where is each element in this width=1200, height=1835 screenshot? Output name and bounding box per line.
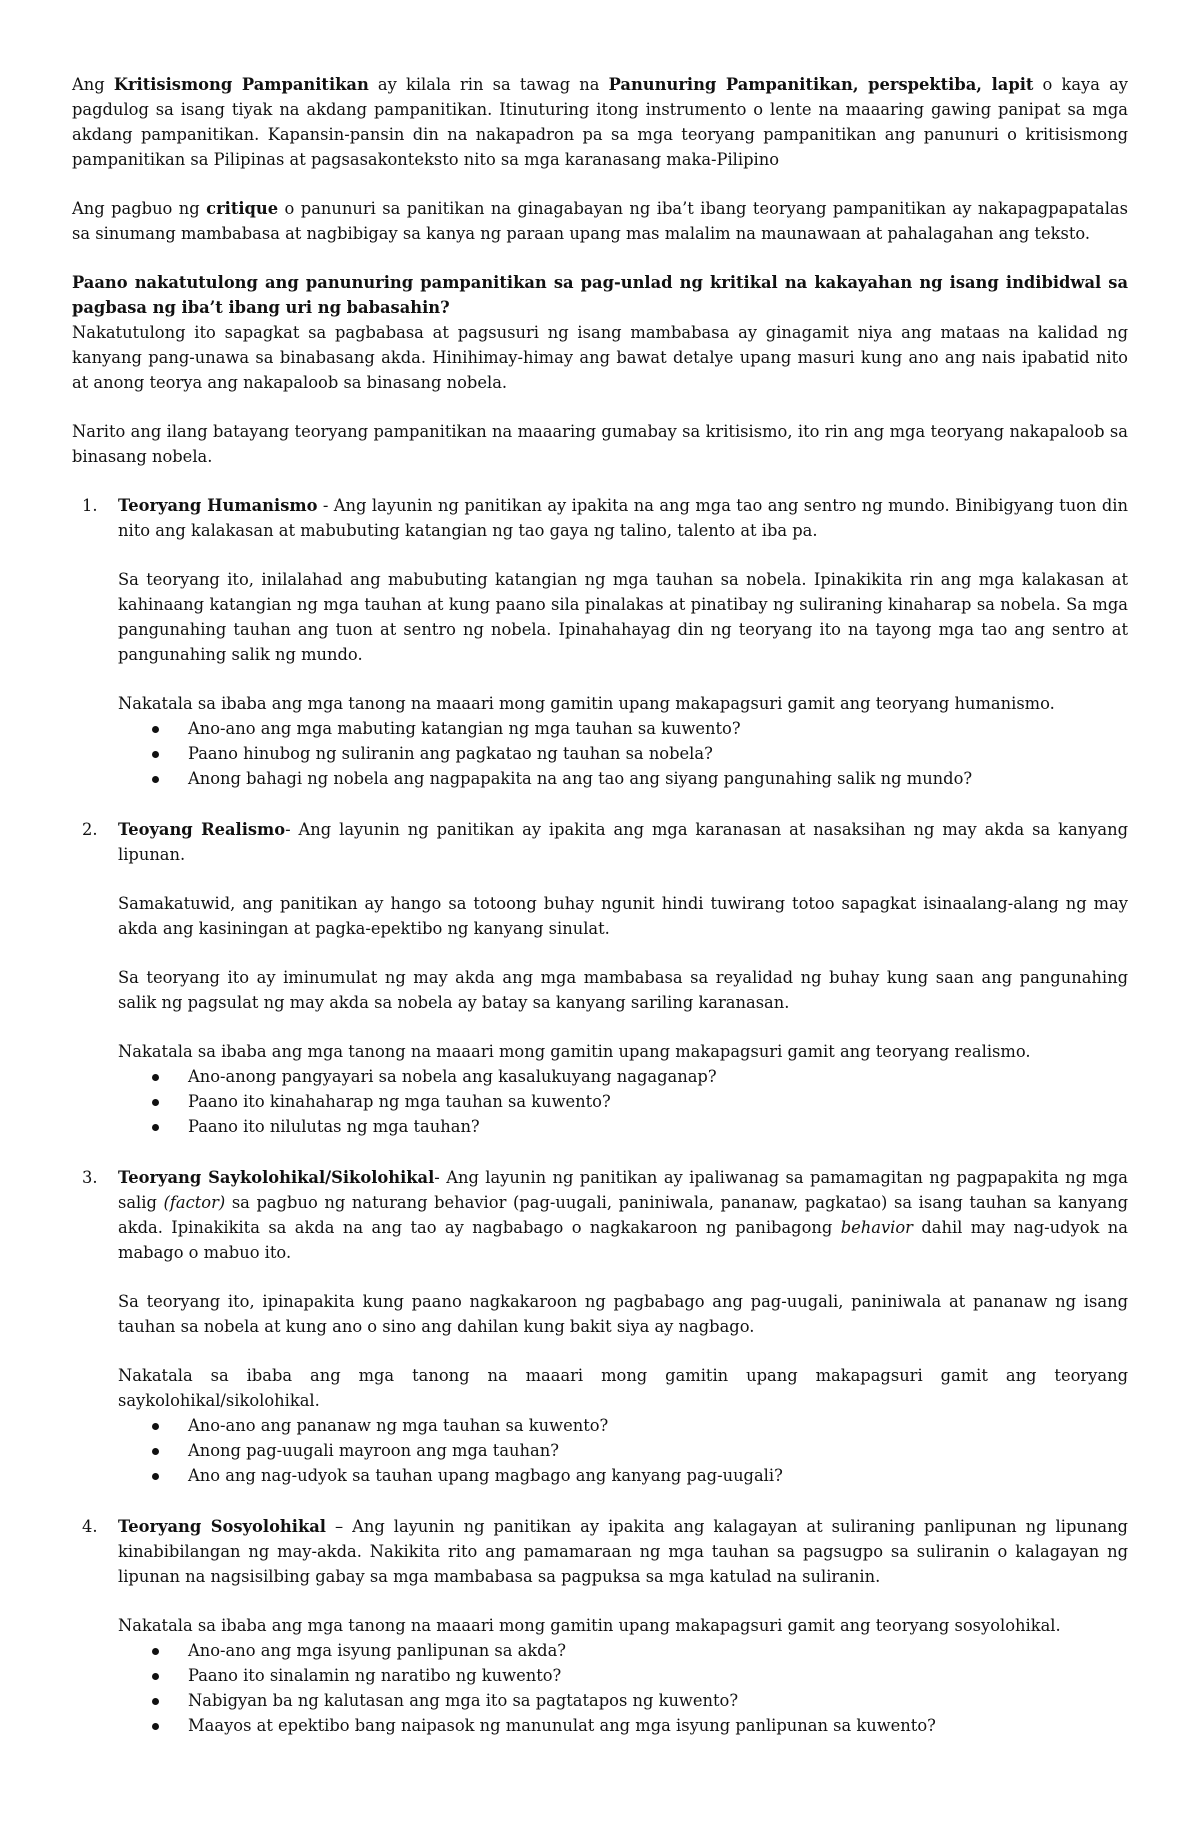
question-item: Nabigyan ba ng kalutasan ang mga ito sa pagtatapos ng kuwento? [142, 1688, 1128, 1713]
theory-list [72, 493, 1128, 1738]
question-item: Paano hinubog ng suliranin ang pagkatao ng tauhan sa nobela? [142, 741, 1128, 766]
theory-definition: Teoryang Saykolohikal/Sikolohikal- Ang layunin ng panitikan ay ipaliwanag sa pamamagitan ng pagpapakita ng mga salig (factor) sa pagbuo ng naturang behavior (pag-uugali, paniniwala, pananaw, pagkatao) sa isang tauhan sa kanyang akda. Ipinakikita sa akda na ang tao ay nagbabago o nagkakaroon ng panibagong behavior dahil may nag-udyok na mabago o mabuo ito. [118, 1168, 1129, 1262]
question-list [118, 1413, 1128, 1488]
intro-paragraph-2: Ang pagbuo ng critique o panunuri sa panitikan na ginagabayan ng iba’t ibang teoryang pampanitikan ay nakapagpapatalas sa sinumang mambabasa at nagbibigay sa kanya ng paraan upang mas malalim na maunawaan at pahalagahan ang teksto. [72, 199, 1128, 243]
theory-title: Teoryang Sosyolohikal [118, 1517, 326, 1536]
theory-title: Teoyang Realismo [118, 820, 286, 839]
theory-definition: Teoyang Realismo- Ang layunin ng panitikan ay ipakita ang mga karanasan at nasaksihan ng may akda sa kanyang lipunan. [118, 820, 1128, 864]
theory-item-saykolohikal [72, 1165, 1128, 1488]
questions-intro: Nakatala sa ibaba ang mga tanong na maaari mong gamitin upang makapagsuri gamit ang teoryang humanismo. [118, 694, 1055, 713]
question-item: Ano-ano ang mga mabuting katangian ng mga tauhan sa kuwento? [142, 716, 1128, 741]
theory-definition: Teoryang Humanismo - Ang layunin ng panitikan ay ipakita na ang mga tao ang sentro ng mundo. Binibigyang tuon din nito ang kalakasan at mabubuting katangian ng tao gaya ng talino, talento at iba pa. [118, 496, 1128, 540]
theory-item-realismo [72, 817, 1128, 1139]
theory-number: 4. [82, 1517, 98, 1536]
question-item: Ano ang nag-udyok sa tauhan upang magbago ang kanyang pag-uugali? [142, 1463, 1128, 1488]
question-list [118, 716, 1128, 791]
question-item: Ano-ano ang pananaw ng mga tauhan sa kuwento? [142, 1413, 1128, 1438]
term-panunuring-pampanitikan: Panunuring Pampanitikan, perspektiba, lapit [608, 75, 1034, 94]
theory-title: Teoryang Humanismo [118, 496, 318, 515]
theories-lead: Narito ang ilang batayang teoryang pampanitikan na maaaring gumabay sa kritisismo, ito rin ang mga teoryang nakapaloob sa binasang nobela. [72, 422, 1128, 466]
theory-paragraph: Samakatuwid, ang panitikan ay hango sa totoong buhay ngunit hindi tuwirang totoo sapagkat isinaalang-alang ng may akda ang kasiningan at pagka-epektibo ng kanyang sinulat. [118, 894, 1128, 938]
question-item: Paano ito nilulutas ng mga tauhan? [142, 1114, 1128, 1139]
theory-number: 3. [82, 1168, 98, 1187]
theory-paragraph: Sa teoryang ito ay iminumulat ng may akda ang mga mambabasa sa reyalidad ng buhay kung saan ang pangunahing salik ng pagsulat ng may akda sa nobela ay batay sa kanyang sariling karanasan. [118, 968, 1128, 1012]
question-item: Anong bahagi ng nobela ang nagpapakita na ang tao ang siyang pangunahing salik ng mundo? [142, 766, 1128, 791]
question-item: Maayos at epektibo bang naipasok ng manunulat ang mga isyung panlipunan sa kuwento? [142, 1713, 1128, 1738]
question-item: Ano-ano ang mga isyung panlipunan sa akda? [142, 1638, 1128, 1663]
questions-intro: Nakatala sa ibaba ang mga tanong na maaari mong gamitin upang makapagsuri gamit ang teoryang saykolohikal/sikolohikal. [118, 1366, 1128, 1410]
theory-number: 2. [82, 820, 98, 839]
question-item: Anong pag-uugali mayroon ang mga tauhan? [142, 1438, 1128, 1463]
italic-term: (factor) [163, 1193, 226, 1212]
italic-term: behavior [840, 1218, 913, 1237]
theory-title: Teoryang Saykolohikal/Sikolohikal [118, 1168, 435, 1187]
theory-paragraph: Sa teoryang ito, ipinapakita kung paano nagkakaroon ng pagbabago ang pag-uugali, paniniwala at pananaw ng isang tauhan sa nobela at kung ano o sino ang dahilan kung bakit siya ay nagbago. [118, 1292, 1128, 1336]
questions-intro: Nakatala sa ibaba ang mga tanong na maaari mong gamitin upang makapagsuri gamit ang teoryang sosyolohikal. [118, 1616, 1061, 1635]
theory-item-sosyolohikal [72, 1514, 1128, 1738]
term-critique: critique [206, 199, 279, 218]
question-list [118, 1064, 1128, 1139]
term-kritisismong-pampanitikan: Kritisismong Pampanitikan [113, 75, 369, 94]
intro-paragraph-1: Ang Kritisismong Pampanitikan ay kilala rin sa tawag na Panunuring Pampanitikan, perspektiba, lapit o kaya ay pagdulog sa isang tiyak na akdang pampanitikan. Itinuturing itong instrumento o lente na maaaring gawing panipat sa mga akdang pampanitikan. Kapansin-pansin din na nakapadron pa sa mga teoryang pampanitikan ang panunuri o kritisismong pampanitikan sa Pilipinas at pagsasakonteksto nito sa mga karanasang maka-Pilipino [72, 75, 1128, 169]
theory-paragraph: Sa teoryang ito, inilalahad ang mabubuting katangian ng mga tauhan sa nobela. Ipinakikita rin ang mga kalakasan at kahinaang katangian ng mga tauhan at kung paano sila pinalakas at pinatibay ng suliraning kinaharap sa nobela. Sa mga pangunahing tauhan ang tuon at sentro ng nobela. Ipinahahayag din ng teoryang ito na tayong mga tao ang sentro at pangunahing salik ng mundo. [118, 570, 1128, 664]
guide-answer: Nakatutulong ito sapagkat sa pagbabasa at pagsusuri ng isang mambabasa ay ginagamit niya ang mataas na kalidad ng kanyang pang-unawa sa binabasang akda. Hinihimay-himay ang bawat detalye upang masuri kung ano ang nais ipabatid nito at anong teorya ang nakapaloob sa binasang nobela. [72, 323, 1128, 392]
theory-item-humanismo [72, 493, 1128, 791]
question-item: Paano ito kinahaharap ng mga tauhan sa kuwento? [142, 1089, 1128, 1114]
theory-definition: Teoryang Sosyolohikal – Ang layunin ng panitikan ay ipakita ang kalagayan at suliraning panlipunan ng lipunang kinabibilangan ng may-akda. Nakikita rito ang pamamaraan ng mga tauhan sa pagsugpo sa suliranin o kalagayan ng lipunan na nagsisilbing gabay sa mga mambabasa sa pagpuksa sa mga katulad na suliranin. [118, 1517, 1128, 1586]
theory-number: 1. [82, 496, 98, 515]
questions-intro: Nakatala sa ibaba ang mga tanong na maaari mong gamitin upang makapagsuri gamit ang teoryang realismo. [118, 1042, 1031, 1061]
question-list [118, 1638, 1128, 1738]
question-item: Ano-anong pangyayari sa nobela ang kasalukuyang nagaganap? [142, 1064, 1128, 1089]
question-item: Paano ito sinalamin ng naratibo ng kuwento? [142, 1663, 1128, 1688]
guide-question: Paano nakatutulong ang panunuring pampanitikan sa pag-unlad ng kritikal na kakayahan ng isang indibidwal sa pagbasa ng iba’t ibang uri ng babasahin? [72, 273, 1128, 317]
